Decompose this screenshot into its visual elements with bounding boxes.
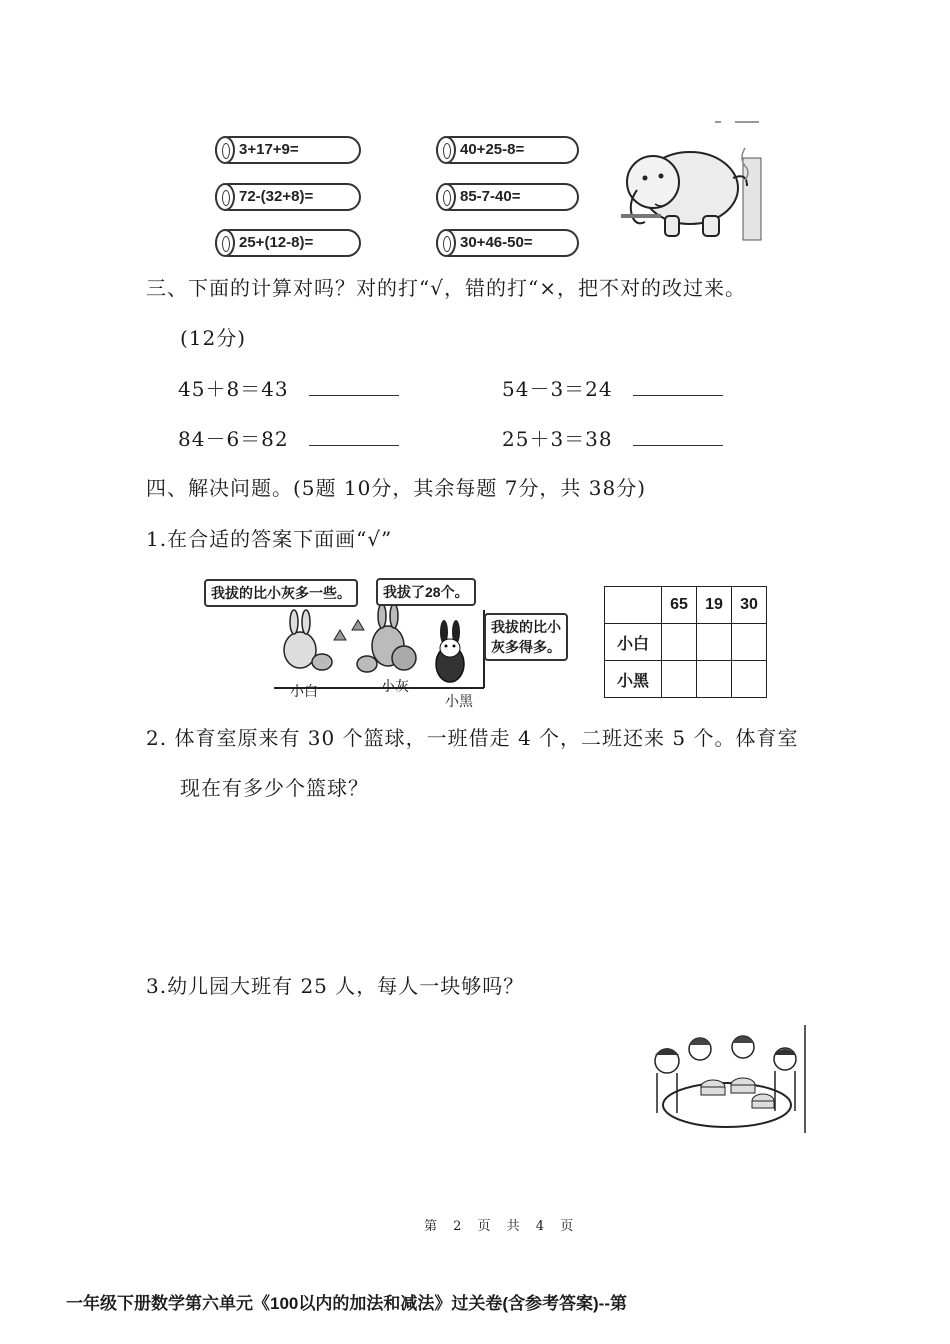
rabbit-name: 小白: [290, 684, 318, 700]
question-1-text: 1.在合适的答案下面画“√”: [146, 527, 393, 551]
expression-text: 85-7-40=: [460, 188, 521, 205]
expression-text: 40+25-8=: [460, 141, 525, 158]
calc-item: [178, 423, 399, 452]
answer-blank[interactable]: [309, 377, 399, 396]
answer-blank[interactable]: [633, 377, 723, 396]
table-row-label: 小黑: [605, 661, 662, 698]
expression-text: 25+(12-8)=: [239, 234, 314, 251]
table-row-label: 小白: [605, 624, 662, 661]
speech-bubble: [484, 613, 568, 661]
table-header: 65: [662, 587, 697, 624]
question-2-line-1: 2. 体育室原来有 30 个篮球，一班借走 4 个，二班还来 5 个。体育室: [146, 726, 799, 750]
calc-item: [502, 373, 723, 402]
calc-item: [502, 423, 723, 452]
calc-equation: 25＋3＝38: [502, 427, 613, 451]
answer-cell[interactable]: [662, 661, 697, 698]
expression-log: [436, 136, 579, 164]
children-illustration: [645, 1025, 810, 1135]
answer-blank[interactable]: [633, 427, 723, 446]
expression-log: [215, 183, 361, 211]
speech-bubble: 我拔了28个。: [376, 578, 476, 606]
rabbit-name: 小黑: [445, 694, 473, 710]
answer-cell[interactable]: [697, 661, 732, 698]
page-number: 第 2 页 共 4 页: [424, 1219, 580, 1234]
expression-text: 3+17+9=: [239, 141, 299, 158]
answer-blank[interactable]: [309, 427, 399, 446]
expression-log: [215, 136, 361, 164]
calc-equation: 45＋8＝43: [178, 377, 289, 401]
table-corner: [605, 587, 662, 624]
answer-cell[interactable]: [697, 624, 732, 661]
section-3-points: (12分): [180, 326, 247, 350]
expression-log: [436, 183, 579, 211]
table-header: 30: [732, 587, 767, 624]
expression-text: 30+46-50=: [460, 234, 533, 251]
rabbit-name: 小灰: [381, 679, 409, 695]
answer-cell[interactable]: [662, 624, 697, 661]
elephant-illustration: [615, 118, 765, 246]
calc-item: [178, 373, 399, 402]
answer-cell[interactable]: [732, 624, 767, 661]
answer-cell[interactable]: [732, 661, 767, 698]
question-3-text: 3.幼儿园大班有 25 人，每人一块够吗？: [146, 974, 525, 998]
question-2-line-2: 现在有多少个篮球？: [180, 776, 369, 800]
expression-log: [436, 229, 579, 257]
answer-table: [604, 586, 767, 698]
bubble-line: 灰多得多。: [491, 639, 561, 655]
section-4-heading: 四、解决问题。(5题 10分，其余每题 7分，共 38分): [146, 476, 647, 500]
document-title: 一年级下册数学第六单元《100以内的加法和减法》过关卷(含参考答案)--第: [66, 1294, 628, 1313]
section-3-heading: 三、下面的计算对吗？对的打“√，错的打“×，把不对的改过来。: [146, 276, 746, 300]
bubble-line: 我拔的比小: [491, 619, 561, 635]
expression-log: [215, 229, 361, 257]
table-header: 19: [697, 587, 732, 624]
calc-equation: 54－3＝24: [502, 377, 613, 401]
calc-equation: 84－6＝82: [178, 427, 289, 451]
expression-text: 72-(32+8)=: [239, 188, 314, 205]
speech-bubble: 我拔的比小灰多一些。: [204, 579, 358, 607]
